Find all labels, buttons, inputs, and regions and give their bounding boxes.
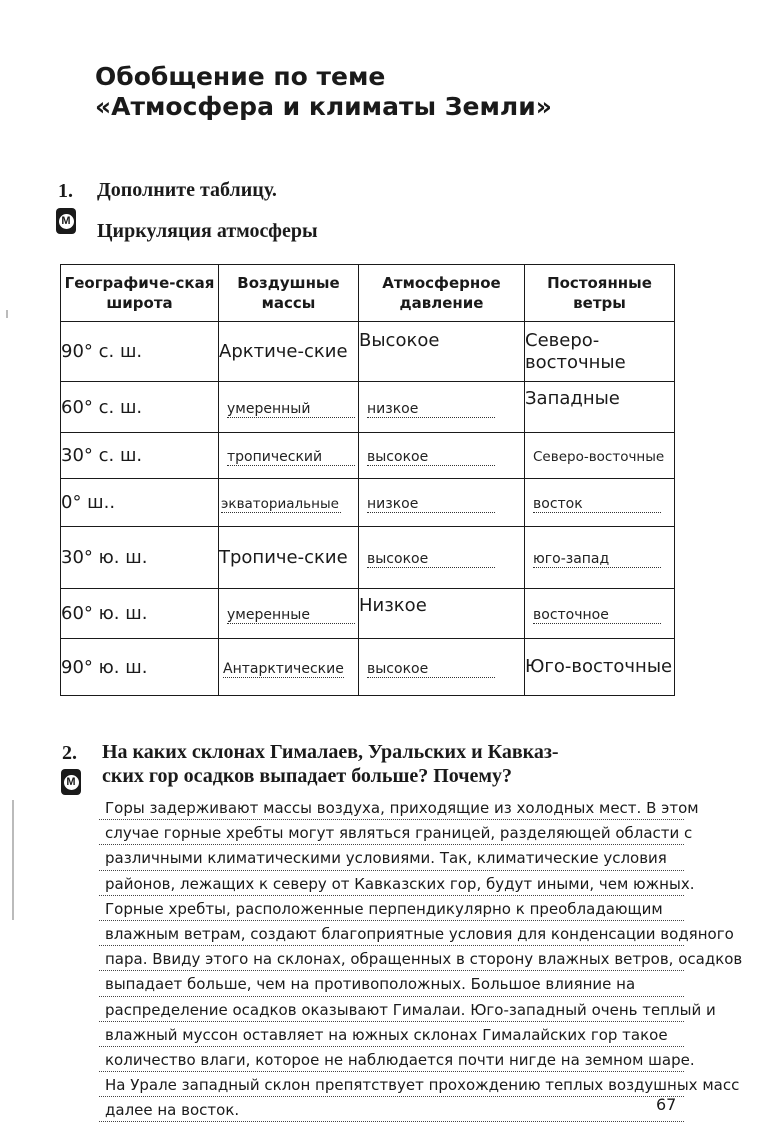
cell-winds bbox=[525, 479, 675, 527]
task-2-question-line-1: На каких склонах Гималаев, Уральских и Кавказ- bbox=[102, 741, 559, 763]
cell-air-masses bbox=[219, 589, 359, 639]
answer-line: выпадает больше, чем на противоположных. Большое влияние на bbox=[105, 972, 783, 997]
cell-air-masses: Арктиче-ские bbox=[219, 322, 359, 382]
answer-line: распределение осадков оказывают Гималаи. Юго-западный очень теплый и bbox=[105, 998, 783, 1023]
handwritten-answer: низкое bbox=[367, 496, 495, 513]
handwritten-answer: умеренный bbox=[227, 401, 355, 418]
task-1-number: 1. bbox=[58, 180, 73, 202]
cell-latitude: 90° ю. ш. bbox=[61, 639, 219, 696]
answer-line: далее на восток. bbox=[105, 1098, 783, 1123]
cell-winds: Северо-восточные bbox=[525, 322, 675, 382]
margin-scan-mark bbox=[12, 800, 14, 920]
handwritten-answer: юго-запад bbox=[533, 551, 661, 568]
cell-pressure: Низкое bbox=[359, 589, 525, 639]
title-line-2: «Атмосфера и климаты Земли» bbox=[95, 92, 552, 121]
cell-pressure bbox=[359, 527, 525, 589]
table-row bbox=[61, 589, 675, 639]
cell-pressure bbox=[359, 639, 525, 696]
method-badge-icon bbox=[61, 769, 81, 795]
answer-line: районов, лежащих к северу от Кавказских гор, будут иными, чем южных. bbox=[105, 872, 783, 897]
handwritten-answer: Северо-восточные bbox=[533, 449, 665, 465]
cell-latitude: 30° с. ш. bbox=[61, 433, 219, 479]
answer-line: количество влаги, которое не наблюдается почти нигде на земном шаре. bbox=[105, 1048, 783, 1073]
handwritten-answer: Антарктические bbox=[223, 660, 344, 677]
table-row bbox=[61, 382, 675, 433]
cell-pressure bbox=[359, 479, 525, 527]
circulation-table bbox=[60, 264, 675, 696]
cell-winds: Юго-восточные bbox=[525, 639, 675, 696]
header-air-masses: Воздушные массы bbox=[219, 265, 359, 322]
handwritten-answer: экваториальные bbox=[221, 496, 341, 513]
handwritten-answer: высокое bbox=[367, 551, 495, 568]
answer-line: влажным ветрам, создают благоприятные условия для конденсации водяного bbox=[105, 922, 783, 947]
handwritten-answer: восток bbox=[533, 496, 661, 513]
method-badge-letter: М bbox=[64, 775, 79, 790]
answer-line: различными климатическими условиями. Так, климатические условия bbox=[105, 846, 783, 871]
table-title: Циркуляция атмосферы bbox=[97, 220, 318, 242]
cell-pressure bbox=[359, 382, 525, 433]
title-line-1: Обобщение по теме bbox=[95, 62, 386, 91]
cell-air-masses bbox=[219, 479, 359, 527]
answer-line: пара. Ввиду этого на склонах, обращенных в сторону влажных ветров, осадков bbox=[105, 947, 783, 972]
handwritten-answer: умеренные bbox=[227, 607, 355, 624]
cell-latitude: 90° с. ш. bbox=[61, 322, 219, 382]
handwritten-answer: высокое bbox=[367, 661, 495, 678]
method-badge-icon bbox=[56, 208, 76, 234]
cell-pressure: Высокое bbox=[359, 322, 525, 382]
cell-pressure bbox=[359, 433, 525, 479]
table-row bbox=[61, 322, 675, 382]
method-badge-letter: М bbox=[59, 214, 74, 229]
cell-latitude: 0° ш.. bbox=[61, 479, 219, 527]
handwritten-answer: восточное bbox=[533, 607, 661, 624]
table-row bbox=[61, 639, 675, 696]
handwritten-answer: тропический bbox=[227, 449, 355, 466]
table-row bbox=[61, 527, 675, 589]
header-latitude: Географиче-ская широта bbox=[61, 265, 219, 322]
answer-line: влажный муссон оставляет на южных склонах Гималайских гор такое bbox=[105, 1023, 783, 1048]
answer-line: Горные хребты, расположенные перпендикулярно к преобладающим bbox=[105, 897, 783, 922]
table-row bbox=[61, 433, 675, 479]
table-row bbox=[61, 479, 675, 527]
cell-latitude: 60° ю. ш. bbox=[61, 589, 219, 639]
cell-air-masses: Тропиче-ские bbox=[219, 527, 359, 589]
handwritten-answer: низкое bbox=[367, 401, 495, 418]
task-1-prompt: Дополните таблицу. bbox=[97, 179, 277, 201]
cell-latitude: 30° ю. ш. bbox=[61, 527, 219, 589]
handwritten-answer: высокое bbox=[367, 449, 495, 466]
cell-winds bbox=[525, 589, 675, 639]
answer-text bbox=[105, 796, 783, 1123]
cell-air-masses bbox=[219, 433, 359, 479]
answer-line: случае горные хребты могут являться границей, разделяющей области с bbox=[105, 821, 783, 846]
header-pressure: Атмосферное давление bbox=[359, 265, 525, 322]
margin-scan-mark bbox=[6, 310, 8, 318]
task-2-question-line-2: ских гор осадков выпадает больше? Почему? bbox=[102, 765, 513, 787]
cell-winds bbox=[525, 527, 675, 589]
answer-line: Горы задерживают массы воздуха, приходящие из холодных мест. В этом bbox=[105, 796, 783, 821]
cell-air-masses bbox=[219, 382, 359, 433]
cell-winds bbox=[525, 433, 675, 479]
cell-winds: Западные bbox=[525, 382, 675, 433]
page-title bbox=[95, 62, 552, 122]
cell-air-masses bbox=[219, 639, 359, 696]
page-number: 67 bbox=[656, 1095, 677, 1114]
answer-line: На Урале западный склон препятствует прохождению теплых воздушных масс bbox=[105, 1073, 783, 1098]
cell-latitude: 60° с. ш. bbox=[61, 382, 219, 433]
header-winds: Постоянные ветры bbox=[525, 265, 675, 322]
task-2-number: 2. bbox=[62, 742, 77, 764]
